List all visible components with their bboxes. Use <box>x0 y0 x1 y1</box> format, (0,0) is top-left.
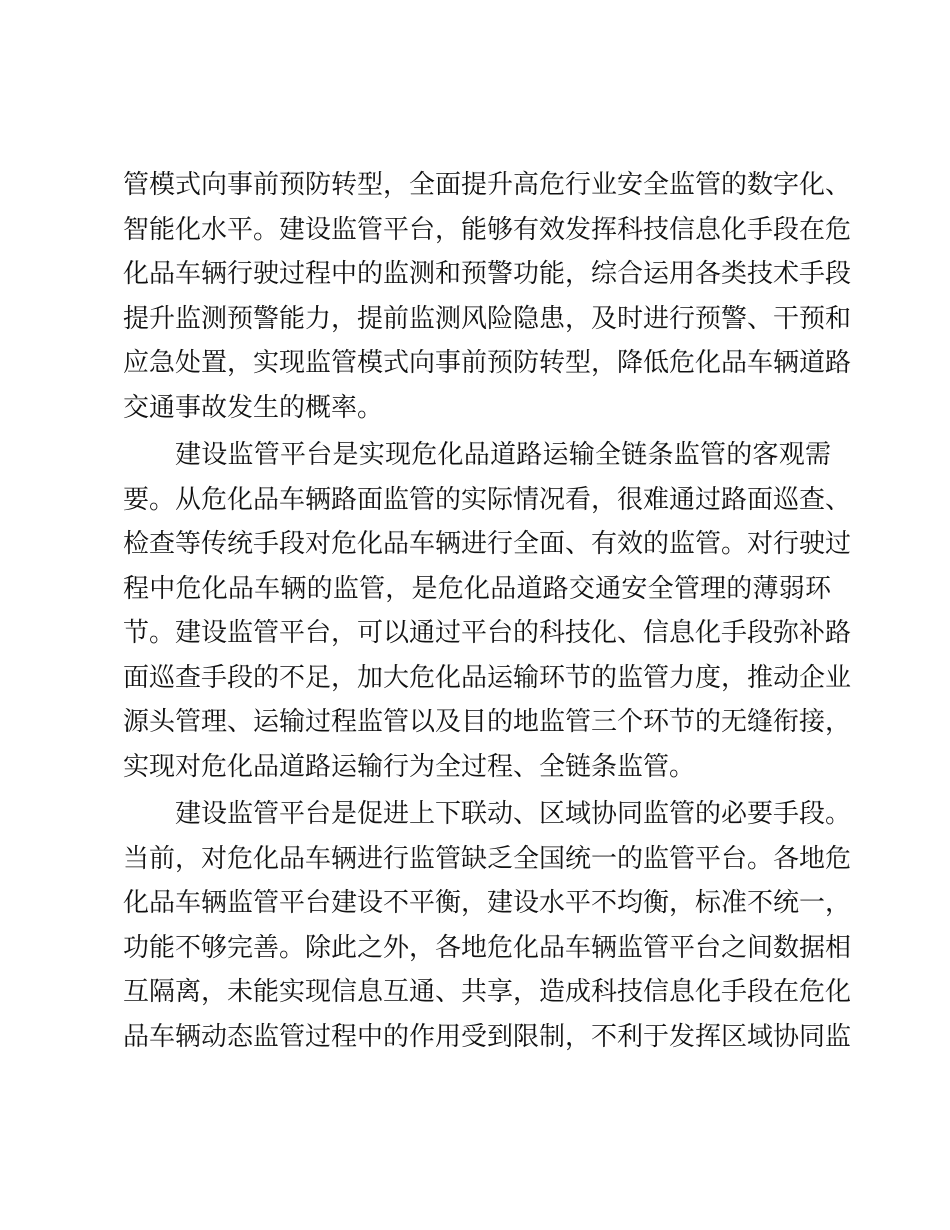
text-line: 当前，对危化品车辆进行监管缺乏全国统一的监管平台。各地危 <box>123 843 852 874</box>
document-page <box>123 163 852 1062</box>
text-line: 提升监测预警能力，提前监测风险隐患，及时进行预警、干预和 <box>123 303 852 334</box>
text-line: 功能不够完善。除此之外，各地危化品车辆监管平台之间数据相 <box>123 932 852 963</box>
paragraph-1 <box>123 163 852 430</box>
text-line: 应急处置，实现监管模式向事前预防转型，降低危化品车辆道路 <box>123 348 852 378</box>
text-line: 源头管理、运输过程监管以及目的地监管三个环节的无缝衔接， <box>123 707 852 737</box>
text-line: 节。建设监管平台，可以通过平台的科技化、信息化手段弥补路 <box>123 618 852 648</box>
text-line: 实现对危化品道路运输行为全过程、全链条监管。 <box>123 751 696 782</box>
text-line: 化品车辆监管平台建设不平衡，建设水平不均衡，标准不统一， <box>123 888 852 918</box>
text-line: 交通事故发生的概率。 <box>123 392 384 423</box>
text-line: 化品车辆行驶过程中的监测和预警功能，综合运用各类技术手段 <box>123 259 852 289</box>
text-line: 建设监管平台是促进上下联动、区域协同监管的必要手段。 <box>175 799 852 829</box>
text-line: 程中危化品车辆的监管，是危化品道路交通安全管理的薄弱环 <box>123 573 831 604</box>
text-line: 互隔离，未能实现信息互通、共享，造成科技信息化手段在危化 <box>123 977 852 1007</box>
text-line: 品车辆动态监管过程中的作用受到限制，不利于发挥区域协同监 <box>123 1021 852 1052</box>
text-line: 管模式向事前预防转型，全面提升高危行业安全监管的数字化、 <box>123 170 852 200</box>
text-line: 建设监管平台是实现危化品道路运输全链条监管的客观需 <box>175 440 831 470</box>
text-line: 智能化水平。建设监管平台，能够有效发挥科技信息化手段在危 <box>123 214 852 245</box>
text-line: 要。从危化品车辆路面监管的实际情况看，很难通过路面巡查、 <box>123 484 852 515</box>
text-line: 检查等传统手段对危化品车辆进行全面、有效的监管。对行驶过 <box>123 529 852 559</box>
paragraph-2 <box>123 433 852 789</box>
text-line: 面巡查手段的不足，加大危化品运输环节的监管力度，推动企业 <box>123 662 852 693</box>
paragraph-3 <box>123 792 852 1059</box>
